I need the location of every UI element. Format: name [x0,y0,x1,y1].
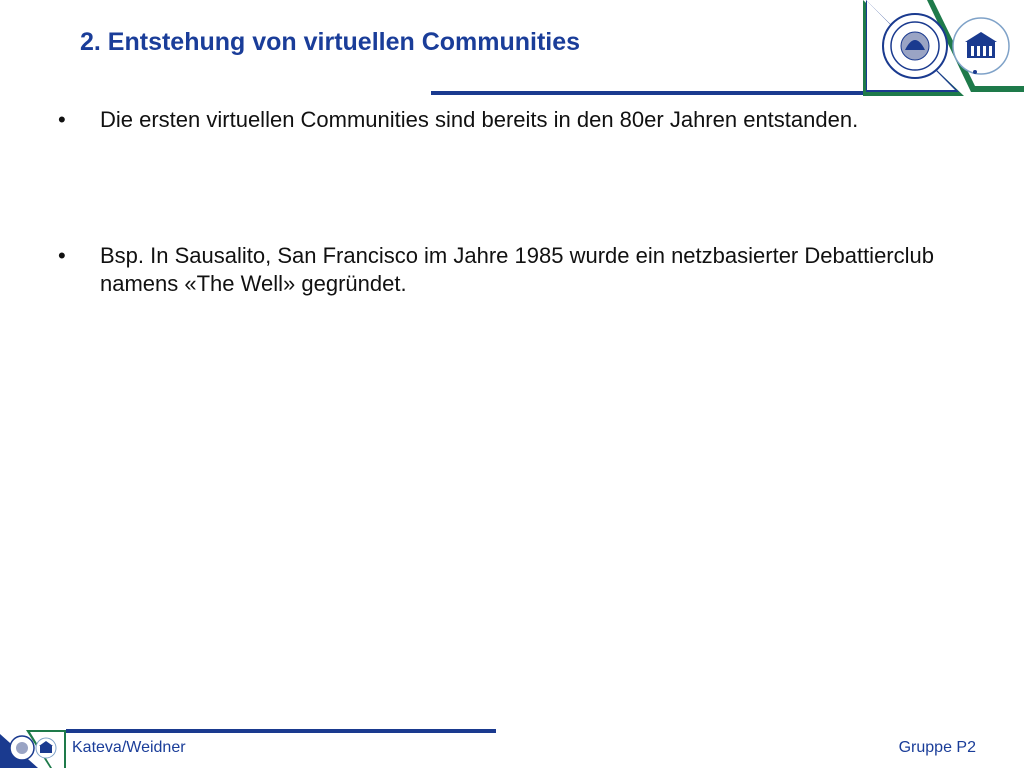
bullet-text: Die ersten virtuellen Communities sind bereits in den 80er Jahren entstanden. [100,107,859,132]
footer-authors: Kateva/Weidner [72,739,186,756]
footer-divider [66,729,496,733]
slide-title: 2. Entstehung von virtuellen Communities [80,28,581,56]
footer-group: Gruppe P2 [898,739,976,756]
university-building-icon [36,738,56,758]
bullet-item [58,242,958,298]
bullet-list [58,106,958,406]
university-logo [863,0,1024,96]
bullet-text: Bsp. In Sausalito, San Francisco im Jahre 1985 wurde ein netzbasierter Debattierclub namens «The Well» gegründet. [100,243,934,296]
title-divider [431,91,863,95]
university-seal-icon [883,14,947,78]
university-building-icon [953,18,1009,74]
bullet-item [58,106,958,134]
footer-logo [0,728,66,768]
bullet-marker: • [58,107,66,132]
bullet-marker: • [58,243,66,268]
